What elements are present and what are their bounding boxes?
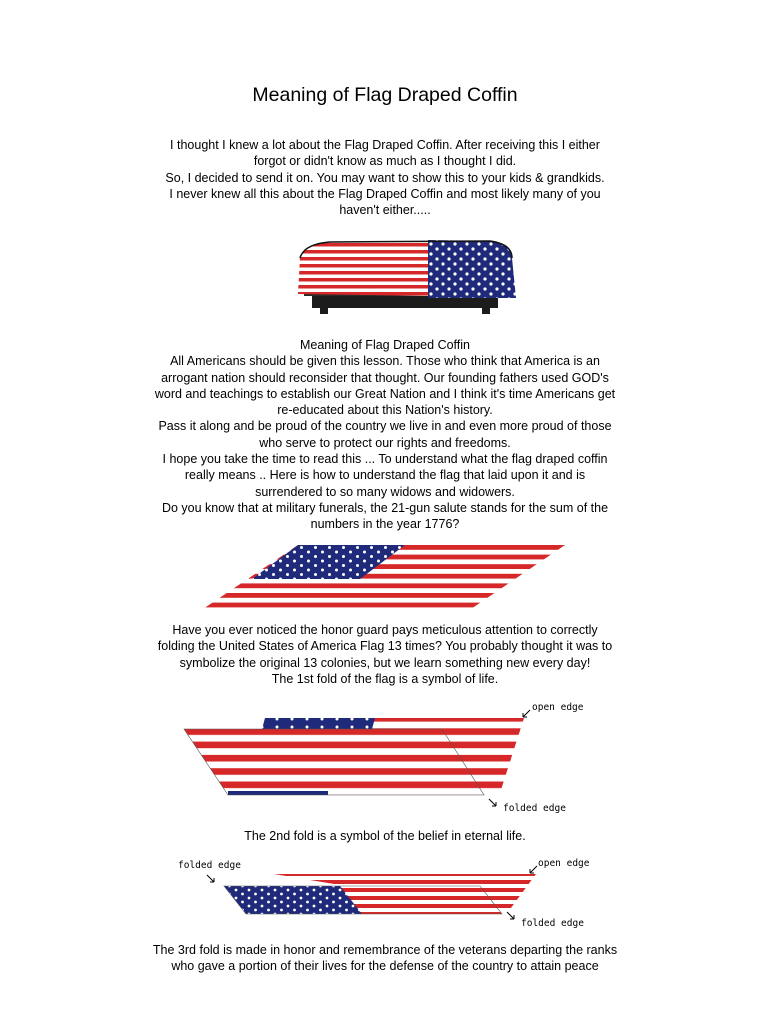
intro-line: forgot or didn't know as much as I thought I did. [253, 154, 517, 169]
page-title: Meaning of Flag Draped Coffin [252, 84, 518, 106]
fold3-line: The 3rd fold is made in honor and remembrance of the veterans departing the ranks [152, 943, 618, 957]
body-line: really means .. Here is how to understand the flag that laid upon it and is [184, 468, 586, 483]
body-line: Do you know that at military funerals, the 21-gun salute stands for the sum of the [161, 500, 609, 515]
body-line: I hope you take the time to read this ... To understand what the flag draped coffin [162, 452, 608, 467]
honor-line: The 1st fold of the flag is a symbol of life. [271, 671, 499, 686]
body-line: Meaning of Flag Draped Coffin [299, 338, 470, 352]
honor-line: Have you ever noticed the honor guard pays meticulous attention to correctly [172, 623, 598, 637]
body-line: surrendered to so many widows and widowers. [255, 484, 515, 499]
open-edge-label: open edge [538, 858, 590, 869]
intro-paragraph [0, 137, 770, 218]
open-edge-label: open edge [532, 702, 584, 713]
folded-edge-label: folded edge [503, 803, 566, 814]
folded-edge-label-left: folded edge [178, 860, 241, 871]
body-line: who serve to protect our rights and freedoms. [259, 435, 511, 450]
fold3-line: who gave a portion of their lives for the defense of the country to attain peace [171, 959, 599, 974]
honor-line: folding the United States of America Flag 13 times? You probably thought it was to [157, 639, 613, 654]
body-line: Pass it along and be proud of the country we live in and even more proud of those [158, 419, 612, 434]
flag-draped-coffin-image [290, 236, 520, 314]
arrow-icon [520, 708, 532, 720]
arrow-icon [205, 873, 217, 885]
intro-line: I never knew all this about the Flag Draped Coffin and most likely many of you [169, 186, 601, 201]
intro-line: haven't either..... [339, 203, 431, 218]
second-fold-caption [0, 828, 770, 844]
folded-edge-label-right: folded edge [521, 918, 584, 929]
arrow-icon [505, 910, 517, 922]
body-line: word and teachings to establish our Great Nation and I think it's time Americans get [154, 386, 616, 401]
body-line: numbers in the year 1776? [310, 517, 460, 532]
third-fold-paragraph [0, 942, 770, 975]
skewed-flag-image [200, 545, 565, 611]
intro-line: So, I decided to send it on. You may want to show this to your kids & grandkids. [165, 170, 605, 185]
fold2-caption-line: The 2nd fold is a symbol of the belief in eternal life. [244, 829, 526, 843]
arrow-icon [487, 797, 499, 809]
body-line: re-educated about this Nation's history. [277, 403, 493, 418]
intro-line: I thought I knew a lot about the Flag Draped Coffin. After receiving this I either [170, 138, 600, 152]
honor-guard-paragraph [0, 622, 770, 687]
body-line: arrogant nation should reconsider that thought. Our founding fathers used GOD's [161, 370, 609, 385]
honor-line: symbolize the original 13 colonies, but we learn something new every day! [179, 655, 591, 670]
first-fold-diagram [180, 715, 530, 800]
body-line: All Americans should be given this lesson. Those who think that America is an [170, 354, 600, 369]
meaning-paragraph [0, 337, 770, 533]
second-fold-diagram [220, 872, 540, 920]
